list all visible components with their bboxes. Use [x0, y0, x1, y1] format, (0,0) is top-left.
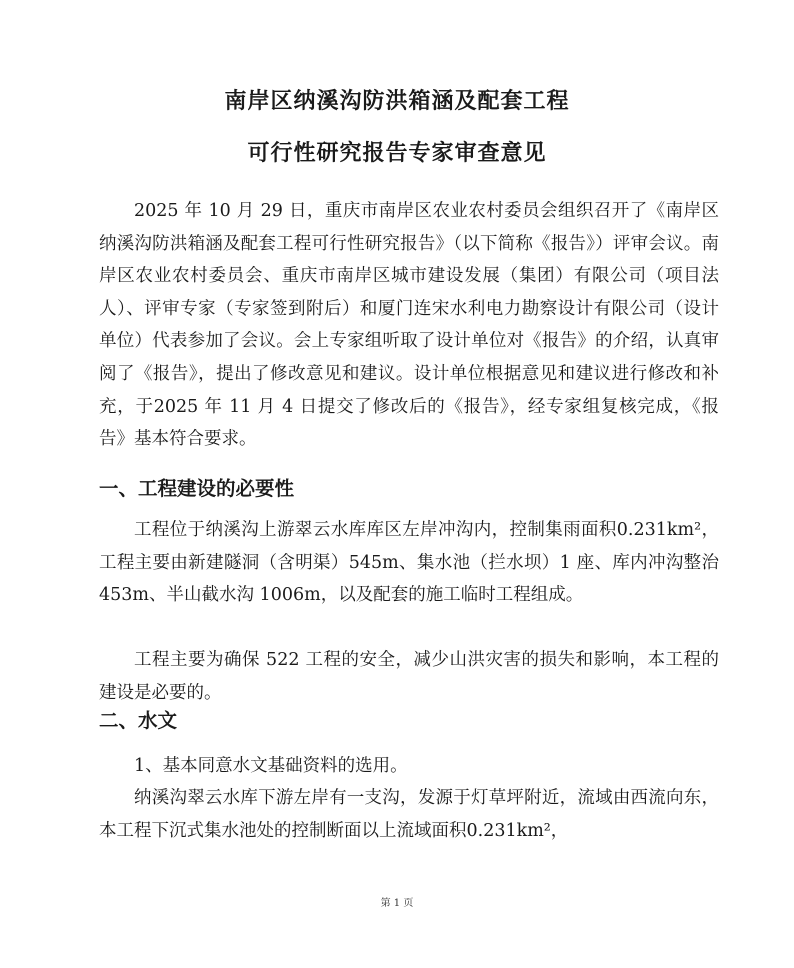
page-number: 第 1 页 — [380, 898, 414, 909]
section1-paragraph-2: 工程主要为确保 522 工程的安全，减少山洪灾害的损失和影响，本工程的建设是必要的。 — [99, 650, 719, 703]
section-heading-hydrology: 二、水文 — [99, 709, 178, 732]
section2-paragraph-1: 1、基本同意水文基础资料的选用。 — [134, 756, 408, 776]
document-title-line1: 南岸区纳溪沟防洪箱涵及配套工程 — [224, 88, 570, 114]
section1-paragraph-1: 工程位于纳溪沟上游翠云水库库区左岸冲沟内，控制集雨面积0.231km²，工程主要由新建隧洞（含明渠）545m、集水池（拦水坝）1 座、库内冲沟整治453m、半山截水沟 1006m，以及配套的施工临时工程组成。 — [99, 520, 719, 606]
section-heading-necessity: 一、工程建设的必要性 — [99, 477, 295, 500]
intro-paragraph: 2025 年 10 月 29 日，重庆市南岸区农业农村委员会组织召开了《南岸区纳溪沟防洪箱涵及配套工程可行性研究报告》（以下简称《报告》）评审会议。南岸区农业农村委员会、重庆市南岸区城市建设发展（集团）有限公司（项目法人）、评审专家（专家签到附后）和厦门连宋水利电力勘察设计有限公司（设计单位）代表参加了会议。会上专家组听取了设计单位对《报告》的介绍，认真审阅了《报告》，提出了修改意见和建议。设计单位根据意见和建议进行修改和补充，于2025 年 11 月 4 日提交了修改后的《报告》，经专家组复核完成，《报告》基本符合要求。 — [99, 201, 719, 450]
section2-paragraph-2: 纳溪沟翠云水库下游左岸有一支沟，发源于灯草坪附近，流域由西流向东，本工程下沉式集水池处的控制断面以上流域面积0.231km²， — [99, 788, 719, 841]
document-title-line2: 可行性研究报告专家审查意见 — [247, 140, 547, 166]
